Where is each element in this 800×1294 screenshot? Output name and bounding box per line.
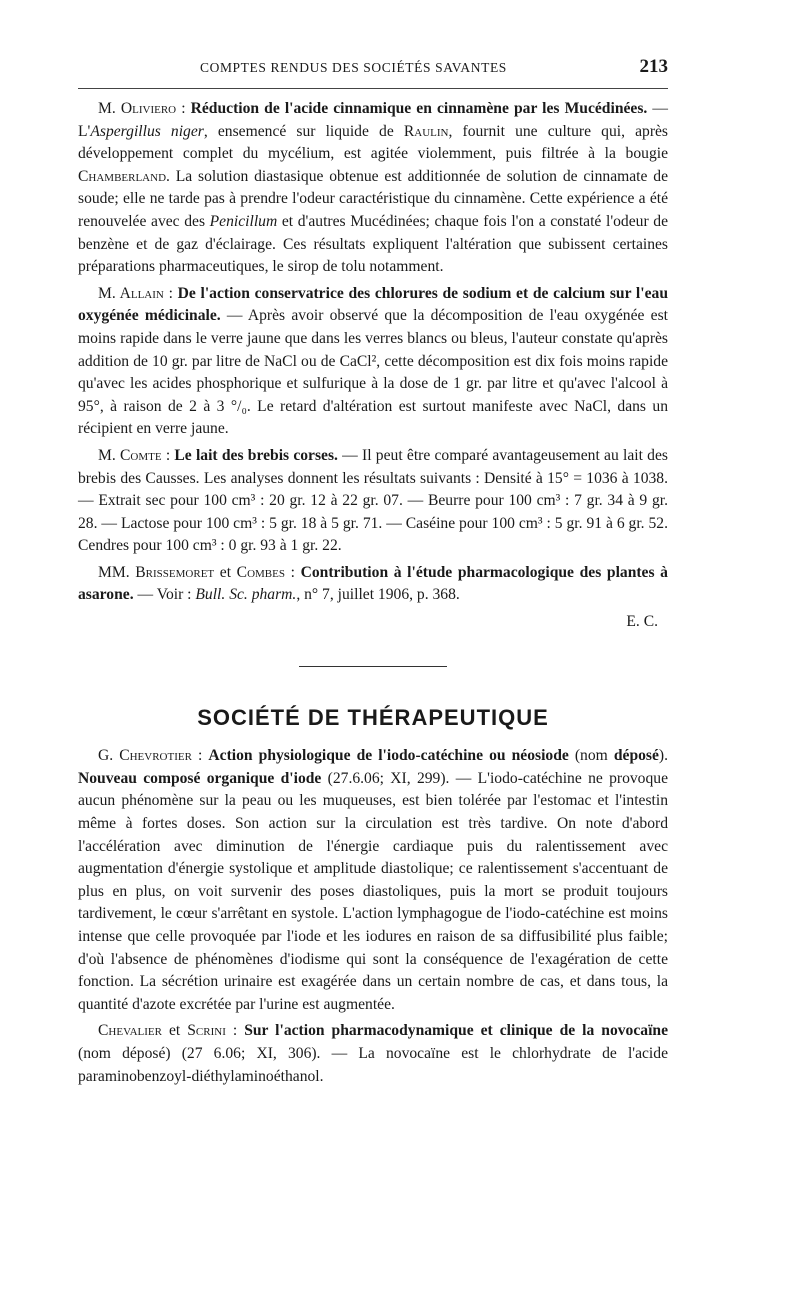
author-name: M. Comte: [98, 446, 162, 464]
journal-name: Bull. Sc. pharm.: [195, 586, 297, 604]
abstract-text: , ensemencé sur liquide de: [203, 122, 404, 140]
abstract-text: — Voir :: [133, 586, 196, 604]
abstract-allain: [78, 283, 668, 441]
abstract-text: (nom déposé) (27 6.06; XI, 306). — La novocaïne est le chlorhydrate de l'acide paraminobenzoyl-diéthylaminoéthanol.: [78, 1044, 668, 1085]
separator: :: [176, 100, 191, 117]
separator: :: [225, 1022, 245, 1040]
abstract-chevalier-scrini: [78, 1020, 668, 1088]
page-content: [78, 98, 668, 1092]
abstract-text: , n° 7, juillet 1906, p. 368.: [296, 586, 460, 604]
page-header: [78, 58, 668, 82]
abstract-comte: [78, 445, 668, 558]
abstract-text: — Après avoir observé que la décomposition de l'eau oxygénée est moins rapide dans le verre jaune que dans les verres blancs ou bleus, l'auteur constate qu'après addition de 10 gr. par litre de NaCl ou de CaCl², cette décomposition est dix fois moins rapide qu'avec les acides phosphorique et sulfurique à la dose de 1 gr. par litre et qu'avec l'alcool à 95°, à raison de 2 à 3 °/₀. Le retard d'altération est surtout manifeste avec NaCl, dans un récipient en verre jaune.: [78, 307, 668, 438]
author-prefix: MM.: [98, 563, 136, 581]
abstract-title: Réduction de l'acide cinnamique en cinnamène par les Mucédinées.: [190, 100, 648, 117]
abstract-chevrotier: [78, 745, 668, 1016]
separator: :: [284, 563, 301, 581]
separator: :: [191, 747, 209, 765]
abstract-text: (nom: [568, 747, 614, 765]
header-rule: [78, 88, 668, 89]
author-name: G. Chevrotier: [98, 747, 192, 765]
abstract-title: Contribution à l'étude pharmacologique des plantes à asarone.: [78, 563, 668, 604]
author-name: Brissemoret: [135, 563, 215, 581]
separator: :: [163, 284, 178, 302]
page-number: 213: [639, 56, 668, 77]
abstract-oliviero: [78, 98, 668, 279]
author-name: Scrini: [187, 1022, 226, 1040]
abstract-title: Nouveau composé organique d'iode: [78, 769, 322, 787]
abstract-title: De l'action conservatrice des chlorures de sodium et de calcium sur l'eau oxygénée médicinale.: [78, 284, 668, 325]
separator: :: [161, 446, 175, 464]
abstract-brissemoret-combes: [78, 562, 668, 607]
abstract-title: déposé: [613, 747, 659, 765]
abstract-title: Sur l'action pharmacodynamique et clinique de la novocaïne: [244, 1022, 668, 1040]
conjunction: et: [214, 563, 237, 581]
section-divider: [299, 666, 447, 667]
author-name: Chevalier: [98, 1022, 162, 1040]
conjunction: et: [161, 1022, 188, 1040]
abstract-title: Le lait des brebis corses.: [174, 446, 338, 464]
author-name: M. Oliviero: [98, 100, 177, 117]
abstract-text: ).: [658, 747, 668, 765]
abstract-text: et d'autres Mucédinées; chaque fois l'on a constaté l'odeur de benzène et de gaz d'éclairage. Ces résultats expliquent l'altération que subissent certaines préparations pharmaceutiques, le sirop de tolu notamment.: [78, 212, 668, 276]
running-head: COMPTES RENDUS DES SOCIÉTÉS SAVANTES: [200, 60, 507, 75]
species-name: Aspergillus niger: [90, 122, 204, 140]
abstract-text: — Il peut être comparé avantageusement au lait des brebis des Causses. Les analyses donnent les résultats suivants : Densité à 15° = 1036 à 1038. — Extrait sec pour 100 cm³ : 20 gr. 12 à 22 gr. 07. — Beurre pour 100 cm³ : 7 gr. 34 à 9 gr. 28. — Lactose pour 100 cm³ : 5 gr. 18 à 5 gr. 71. — Caséine pour 100 cm³ : 5 gr. 91 à 6 gr. 52. Cendres pour 100 cm³ : 0 gr. 93 à 1 gr. 22.: [78, 446, 668, 555]
author-name: M. Allain: [98, 284, 164, 302]
abstract-text: . La solution diastasique obtenue est additionnée de solution de cinnamate de soude; elle ne tarde pas à prendre l'odeur caractéristique du cinnamène. Cette expérience a été renouvelée avec des: [78, 167, 668, 230]
proper-name: Chamberland: [78, 167, 167, 185]
species-name: Penicillum: [209, 212, 278, 230]
author-name: Combes: [236, 563, 285, 581]
proper-name: Raulin: [403, 122, 449, 140]
signature: E. C.: [626, 613, 658, 631]
abstract-text: , fournit une culture qui, après développement complet du mycélium, est agitée violemment, puis filtrée à la bougie: [78, 122, 669, 163]
section-title: SOCIÉTÉ DE THÉRAPEUTIQUE: [197, 704, 549, 730]
abstract-text: (27.6.06; XI, 299). — L'iodo-catéchine ne provoque aucun phénomène sur la peau ou les muqueuses, est bien tolérée par l'estomac et l'intestin même à fortes doses. Son action sur la circulation est très tardive. On note d'abord l'accélération avec diminution de l'énergie cardiaque puis du ralentissement avec augmentation d'énergie systolique et amplitude diastolique; ce ralentissement s'accentuant de plus en plus, on voit survenir des poses diastoliques, puis la mort se produit toujours tardivement, le cœur s'arrêtant en systole. L'action lymphagogue de l'iodo-catéchine est moins intense que celle provoquée par l'iode et les iodures en raison de sa diffusibilité plus faible; d'où l'absence de phénomènes d'iodisme qui sont la conséquence de l'exagération de cette fonction. La sécrétion urinaire est exagérée dans un certain nombre de cas, et dans tous, la quantité d'azote excrétée par l'urine est augmentée.: [78, 769, 668, 1013]
abstract-title: Action physiologique de l'iodo-catéchine ou néosiode: [208, 747, 569, 765]
abstract-text: — L': [78, 100, 668, 140]
